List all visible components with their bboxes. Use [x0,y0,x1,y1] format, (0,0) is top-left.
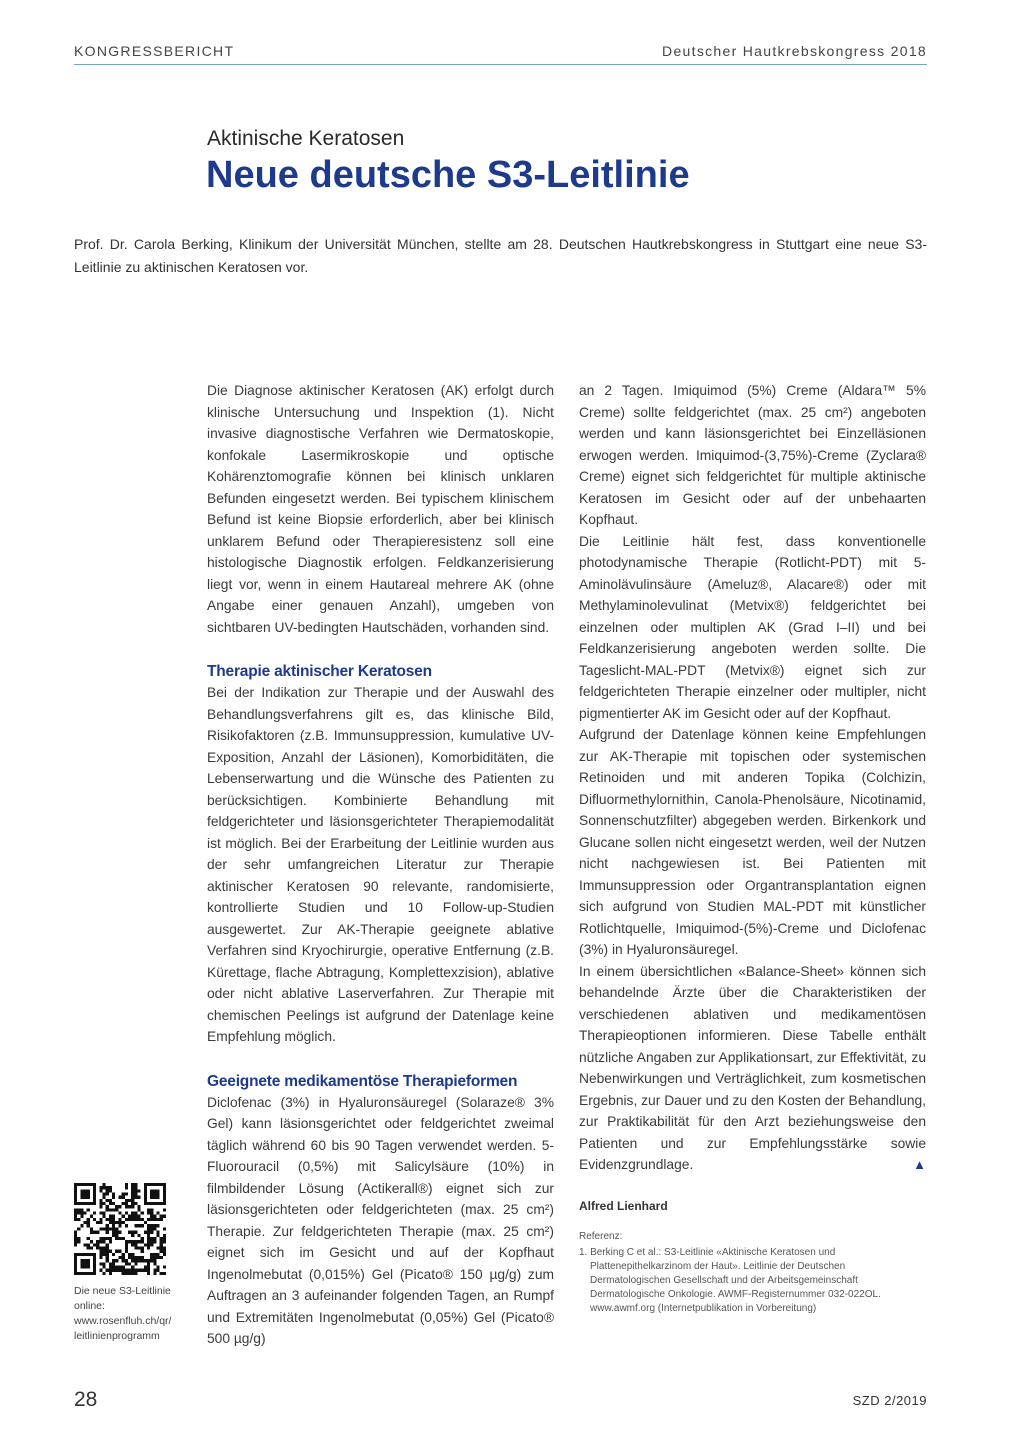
references-heading: Referenz: [579,1231,623,1242]
running-header [74,40,927,65]
section-heading: Therapie aktinischer Keratosen [207,663,432,680]
paragraph: Die Diagnose aktinischer Keratosen (AK) erfolgt durch klinische Untersuchung und Inspektion (1). Nicht invasive diagnostische Verfahren wie Dermatoskopie, konfokale Lasermikroskopie und optische Kohärenztomografie können bei klinisch unklaren Befunden eingesetzt werden. Bei typischem klinischem Befund ist keine Biopsie erforderlich, aber bei klinisch unklarem Befund oder Therapieresistenz soll eine histologische Diagnostik erfolgen. Feldkanzerisierung liegt vor, wenn in einem Hautareal mehrere AK (ohne Angabe einer genauen Anzahl), umgeben von sichtbaren UV-bedingten Hautschäden, vorhanden sind. [207,383,554,635]
qr-caption [74,1284,184,1344]
issue-label: SZD 2/2019 [852,1393,927,1408]
qr-code-icon[interactable] [74,1183,166,1275]
page-number: 28 [74,1388,98,1411]
paragraph-text: In einem übersichtlichen «Balance-Sheet» können sich behandelnde Ärzte über die Charakteristiken der verschiedenen ablativen und medikamentösen Therapieoptionen informieren. Diese Tabelle enthält nützliche Angaben zur Applikationsart, zur Effektivität, zu Nebenwirkungen und Verträglichkeit, zum kosmetischen Ergebnis, zur Dauer und zu den Kosten der Behandlung, zur Praktikabilität für den Arzt beziehungsweise den Patienten und zur Empfehlungsstärke sowie Evidenzgrundlage. [579,963,926,1172]
article-title: Neue deutsche S3-Leitlinie [206,154,690,196]
qr-caption-line: Die neue S3-Leitlinie [74,1285,171,1297]
qr-caption-line: online: [74,1300,105,1312]
event-label: Deutscher Hautkrebskongress 2018 [662,43,927,59]
section-heading: Geeignete medikamentöse Therapieformen [207,1072,518,1090]
references [579,1230,927,1316]
paragraph: an 2 Tagen. Imiquimod (5%) Creme (Aldara™ 5% Creme) sollte feldgerichtet (max. 25 cm²) angeboten werden und kann läsionsgerichtet bei Einzelläsionen erwogen werden. Imiquimod-(3,75%)-Creme (Zyclara® Creme) eignet sich feldgerichtet für multiple aktinische Keratosen im Gesicht oder auf der unbehaarten Kopfhaut. [579,383,926,527]
article-lead: Prof. Dr. Carola Berking, Klinikum der Universität München, stellte am 28. Deutschen Hautkrebskongress in Stuttgart eine neue S3-Leitlinie zu aktinischen Keratosen vor. [74,236,927,275]
qr-caption-line: www.rosenfluh.ch/qr/ [74,1315,172,1327]
text-column-left [207,380,554,1350]
paragraph: Aufgrund der Datenlage können keine Empfehlungen zur AK-Therapie mit topischen oder systemischen Retinoiden und mit anderen Topika (Colchizin, Difluormethylornithin, Canola-Phenolsäure, Nicotinamid, Sonnenschutzfilter) abgegeben werden. Birkenkork und Glucane sollen nicht eingesetzt werden, weil der Nutzen nicht nachgewiesen ist. Bei Patienten mit Immunsuppression oder Organtransplantation eignen sich aufgrund von Studien MAL-PDT mit künstlicher Rotlichtquelle, Imiquimod-(5%)-Creme und Diclofenac (3%) in Hyaluronsäuregel. [579,727,926,957]
end-mark-icon: ▲ [913,1157,926,1172]
paragraph: Die Leitlinie hält fest, dass konventionelle photodynamische Therapie (Rotlicht-PDT) mit 5-Aminolävulinsäure (Ameluz®, Alacare®) oder mit Methylaminolevulinat (Metvix®) feldgerichtet bei einzelnen oder multiplen AK (Grad I–II) und bei Feldkanzerisierung angeboten werden sollte. Die Tageslicht-MAL-PDT (Metvix®) eignet sich zur feldgerichteten Therapie einzelner oder multipler, nicht pigmentierter AK im Gesicht oder auf der Kopfhaut. [579,533,926,721]
paragraph: Bei der Indikation zur Therapie und der Auswahl des Behandlungsverfahrens gilt es, das klinische Bild, Risikofaktoren (z.B. Immunsuppression, kumulative UV-Exposition, Anzahl der Läsionen), Komorbiditäten, die Lebenserwartung und die Wünsche des Patienten zu berücksichtigen. Kombinierte Behandlung mit feldgerichteter und läsionsgerichteter Therapiemodalität ist möglich. Bei der Erarbeitung der Leitlinie wurden aus der sehr umfangreichen Literatur zur Therapie aktinischer Keratosen 90 relevante, randomisierte, kontrollierte Studien und 10 Follow-up-Studien ausgewertet. Zur AK-Therapie geeignete ablative Verfahren sind Kryochirurgie, operative Entfernung (z.B. Kürettage, flache Abtragung, Komplettexzision), ablative oder nicht ablative Laserverfahren. Zur Therapie mit chemischen Peelings ist aufgrund der Datenlage keine Empfehlung möglich. [207,685,554,1044]
paragraph: Diclofenac (3%) in Hyaluronsäuregel (Solaraze® 3% Gel) kann läsionsgerichtet oder feldgerichtet zweimal täglich während 60 bis 90 Tagen verwendet werden. 5-Fluorouracil (0,5%) mit Salicylsäure (10%) in filmbildender Lösung (Actikerall®) eignet sich zur läsionsgerichteten oder feldgerichteten (max. 25 cm²) Therapie. Zur feldgerichteten Therapie (max. 25 cm²) eignet sich im Gesicht und auf der Kopfhaut Ingenolmebutat (0,015%) Gel (Picato® 150 µg/g) zum Auftragen an 3 aufeinander folgenden Tagen, an Rumpf und Extremitäten Ingenolmebutat (0,05%) Gel (Picato® 500 µg/g) [207,1094,554,1346]
text-column-right [579,380,926,1176]
qr-caption-line: leitlinienprogramm [74,1330,160,1342]
section-label: KONGRESSBERICHT [74,43,235,59]
reference-item: 1. Berking C et al.: S3-Leitlinie «Aktinische Keratosen und Plattenepithelkarzinom der Haut». Leitlinie der Deutschen Dermatologischen Gesellschaft und der Arbeitsgemeinschaft Dermatologische Onkologie. AWMF-Registernummer 032-022OL. www.awmf.org (Internetpublikation in Vorbereitung) [579,1247,881,1314]
article-kicker: Aktinische Keratosen [207,127,405,150]
paragraph-last [579,961,926,1176]
author-name: Alfred Lienhard [579,1199,668,1213]
